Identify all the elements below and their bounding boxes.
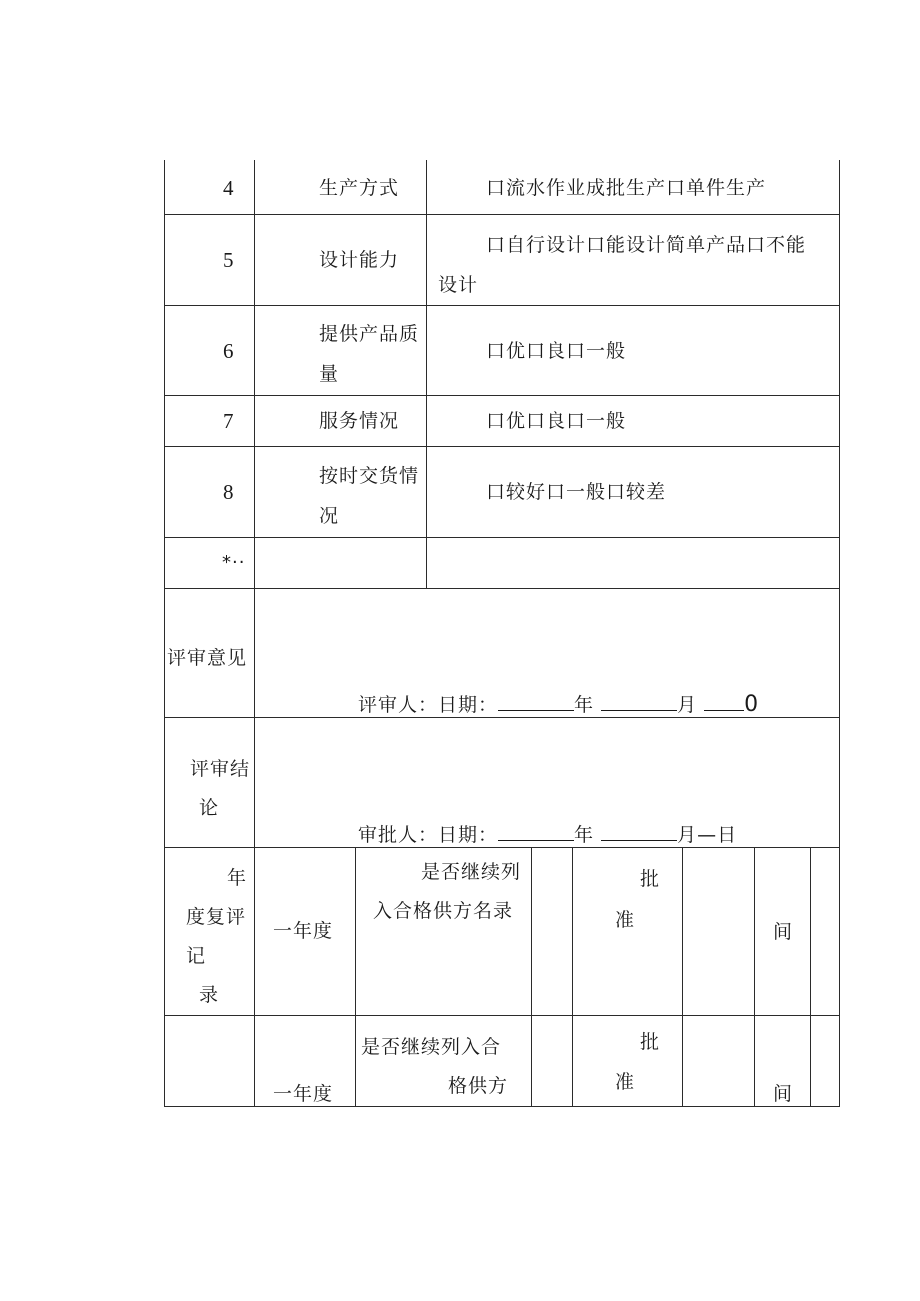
annual-review-label: 年 bbox=[227, 867, 248, 889]
review-conclusion-label: 评审结 bbox=[190, 758, 251, 780]
column-divider bbox=[355, 847, 356, 1107]
row-number: 6 bbox=[223, 339, 234, 363]
column-divider bbox=[754, 847, 755, 1107]
item-options: 口自行设计口能设计简单产品口不能 bbox=[486, 234, 807, 256]
item-label: 设计能力 bbox=[319, 249, 400, 271]
row-divider bbox=[164, 395, 840, 396]
row-divider bbox=[164, 537, 840, 538]
item-label: 提供产品质 bbox=[319, 323, 420, 345]
review-conclusion-signature-line bbox=[358, 822, 737, 846]
review-year: 一年度 bbox=[273, 1083, 334, 1105]
column-divider bbox=[810, 847, 811, 1107]
year-label: 年 bbox=[574, 694, 595, 716]
approve-label: 批 bbox=[640, 1031, 661, 1053]
row-divider bbox=[164, 305, 840, 306]
time-label: 间 bbox=[773, 1083, 794, 1105]
approver-date-label: 审批人：日期： bbox=[358, 824, 499, 846]
row-number: 5 bbox=[223, 248, 234, 272]
column-divider bbox=[254, 160, 255, 1107]
continue-question-continued: 格供方 bbox=[448, 1075, 509, 1097]
item-label: 按时交货情 bbox=[319, 465, 420, 487]
row-divider bbox=[164, 1015, 840, 1016]
month-label: 月 bbox=[677, 694, 698, 716]
column-divider bbox=[682, 847, 683, 1107]
item-options: 口优口良口一般 bbox=[486, 410, 627, 432]
item-options: 口较好口一般口较差 bbox=[486, 481, 667, 503]
row-divider bbox=[164, 446, 840, 447]
year-blank bbox=[498, 692, 574, 711]
column-divider bbox=[164, 160, 165, 1107]
item-options: 口优口良口一般 bbox=[486, 340, 627, 362]
approve-label-continued: 准 bbox=[615, 1071, 636, 1093]
row-divider bbox=[164, 717, 840, 718]
review-opinion-label: 评审意见 bbox=[167, 647, 248, 669]
review-conclusion-label-continued: 论 bbox=[199, 797, 220, 819]
month-day-label: 月—日 bbox=[677, 824, 738, 846]
time-label: 间 bbox=[773, 921, 794, 943]
month-blank bbox=[601, 692, 677, 711]
continue-question: 是否继续列 bbox=[421, 861, 522, 883]
year-label: 年 bbox=[574, 824, 595, 846]
reviewer-date-label: 评审人：日期： bbox=[358, 694, 499, 716]
row-number: 8 bbox=[223, 480, 234, 504]
item-label-continued: 况 bbox=[319, 505, 340, 527]
year-blank bbox=[498, 822, 574, 841]
row-number: 4 bbox=[223, 176, 234, 200]
day-label: 0 bbox=[744, 692, 760, 717]
row-divider bbox=[164, 1106, 840, 1107]
column-divider bbox=[426, 160, 427, 588]
item-options-continued: 设计 bbox=[438, 274, 479, 296]
review-year: 一年度 bbox=[273, 920, 334, 942]
month-blank bbox=[601, 822, 677, 841]
column-divider bbox=[839, 160, 840, 1107]
annual-review-label: 记 bbox=[186, 945, 207, 967]
item-options: 口流水作业成批生产口单件生产 bbox=[486, 177, 767, 199]
annual-review-label: 录 bbox=[199, 984, 220, 1006]
column-divider bbox=[572, 847, 573, 1107]
continue-question: 是否继续列入合 bbox=[361, 1036, 502, 1058]
row-divider bbox=[164, 847, 840, 848]
approve-label-continued: 准 bbox=[615, 909, 636, 931]
row-number: *·· bbox=[222, 552, 246, 573]
annual-review-label: 度复评 bbox=[186, 906, 247, 928]
row-divider bbox=[164, 214, 840, 215]
continue-question-continued: 入合格供方名录 bbox=[373, 900, 514, 922]
day-blank bbox=[704, 692, 744, 711]
approve-label: 批 bbox=[640, 868, 661, 890]
review-opinion-signature-line bbox=[358, 692, 759, 716]
row-number: 7 bbox=[223, 409, 234, 433]
item-label: 生产方式 bbox=[319, 177, 400, 199]
column-divider bbox=[531, 847, 532, 1107]
row-divider bbox=[164, 588, 840, 589]
item-label-continued: 量 bbox=[319, 363, 340, 385]
item-label: 服务情况 bbox=[319, 410, 400, 432]
